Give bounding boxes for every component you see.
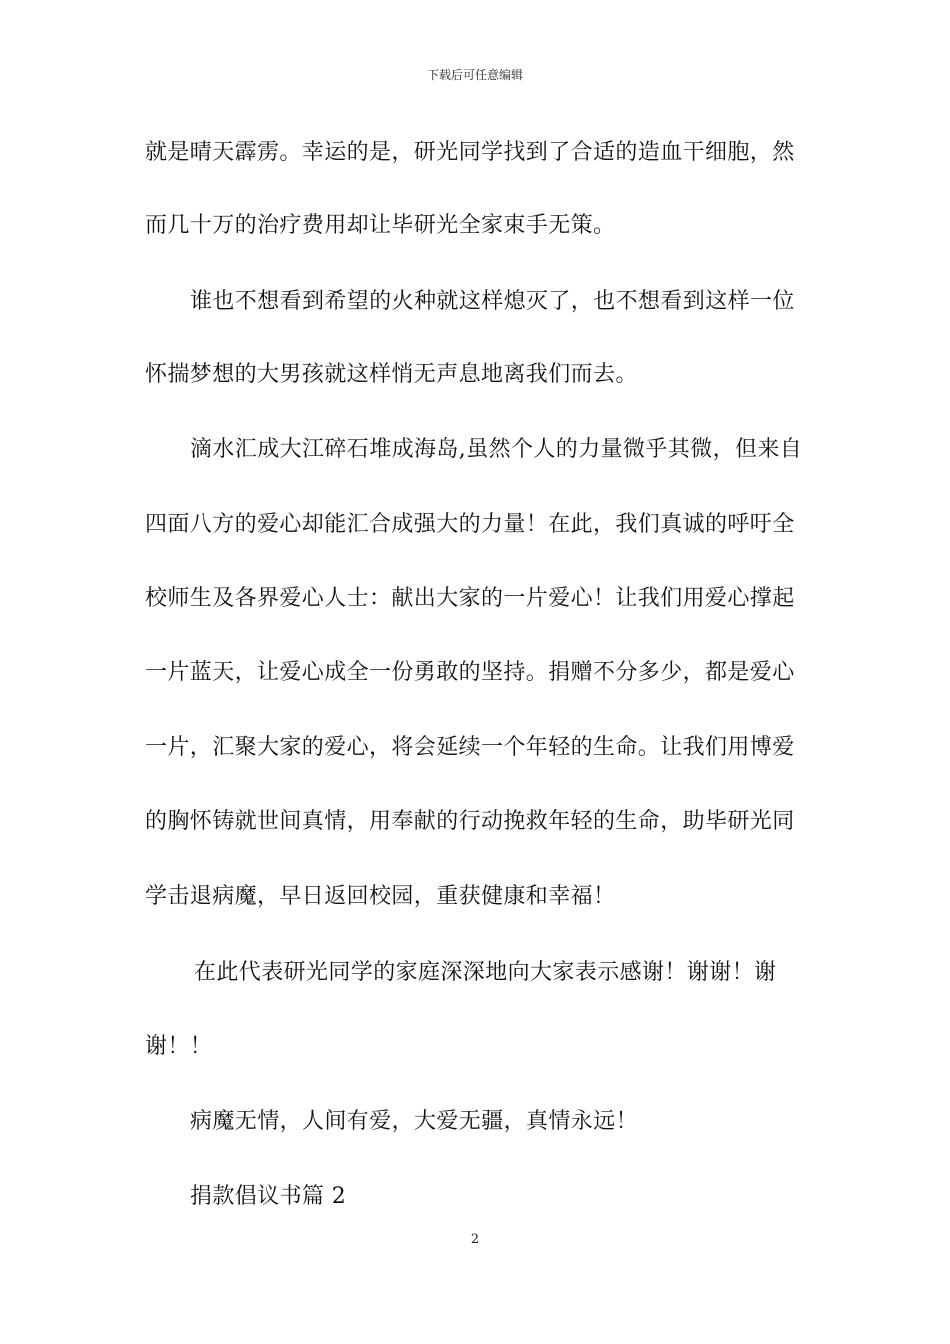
text-line-9: 一片，汇聚大家的爱心，将会延续一个年轻的生命。让我们用博爱 — [145, 735, 795, 760]
text-line-7: 校师生及各界爱心人士：献出大家的一片爱心！让我们用爱心撑起 — [145, 586, 795, 611]
text-line-11: 学击退病魔，早日返回校园，重获健康和幸福！ — [145, 884, 616, 909]
text-line-8: 一片蓝天，让爱心成全一份勇敢的坚持。捐赠不分多少，都是爱心 — [145, 660, 795, 685]
text-line-3: 谁也不想看到希望的火种就这样熄灭了，也不想看到这样一位 — [190, 289, 795, 314]
text-line-4: 怀揣梦想的大男孩就这样悄无声息地离我们而去。 — [145, 362, 638, 387]
text-line-5: 滴水汇成大江碎石堆成海岛,虽然个人的力量微乎其微，但来自 — [190, 437, 803, 462]
text-line-14: 病魔无情，人间有爱，大爱无疆，真情永远！ — [190, 1109, 639, 1134]
section-heading: 捐款倡议书篇 2 — [190, 1184, 347, 1209]
text-line-10: 的胸怀铸就世间真情，用奉献的行动挽救年轻的生命，助毕研光同 — [145, 809, 795, 834]
text-line-1: 就是晴天霹雳。幸运的是，研光同学找到了合适的造血干细胞，然 — [145, 140, 795, 165]
text-line-12: 在此代表研光同学的家庭深深地向大家表示感谢！谢谢！谢 — [194, 960, 777, 985]
text-line-6: 四面八方的爱心却能汇合成强大的力量！在此，我们真诚的呼吁全 — [145, 512, 795, 537]
text-line-13: 谢！！ — [145, 1034, 213, 1059]
text-line-2: 而几十万的治疗费用却让毕研光全家束手无策。 — [145, 213, 616, 238]
page-header-note: 下载后可任意编辑 — [426, 68, 523, 82]
page-number: 2 — [470, 1232, 480, 1247]
